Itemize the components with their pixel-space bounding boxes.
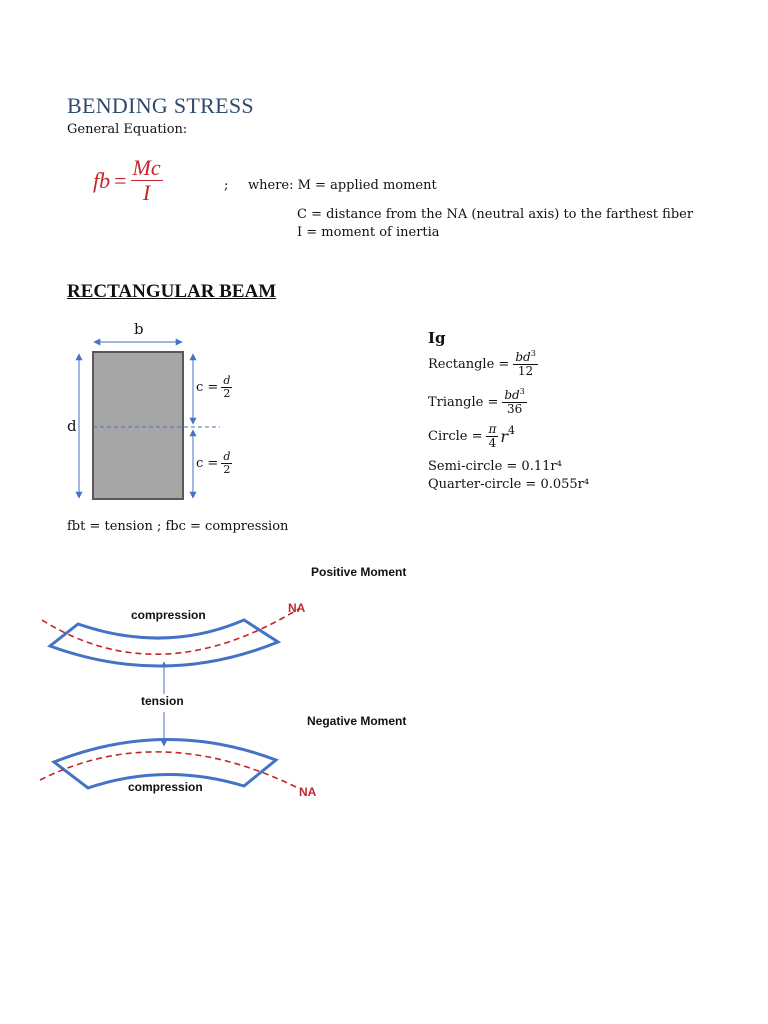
compression-top-label: compression: [131, 608, 206, 622]
b-label: b: [134, 320, 144, 338]
equation-lhs: fb: [93, 167, 111, 193]
negative-moment-title: Negative Moment: [307, 714, 407, 728]
rectangle-section-diagram: [60, 320, 240, 510]
c-bottom-label: c = $\frac{d}{2}$: [196, 450, 231, 477]
rectangle-cross-section: [93, 352, 183, 499]
equation-fraction: [131, 156, 163, 205]
positive-moment-beam: [50, 620, 278, 666]
ig-heading: Ig: [428, 329, 446, 347]
rectangular-beam-title: RECTANGULAR BEAM: [67, 281, 277, 302]
ig-triangle: Triangle = $\frac{bd^3}{36}$: [428, 387, 525, 417]
na-bottom-label: NA: [299, 785, 317, 799]
equation-equals: =: [114, 167, 127, 193]
i-definition: I = moment of inertia: [297, 225, 440, 240]
compression-bottom-label: compression: [128, 780, 203, 794]
tension-label: tension: [141, 694, 184, 708]
stress-note: fbt = tension ; fbc = compression: [67, 519, 289, 534]
d-label: d: [67, 417, 77, 435]
equation-numerator: Mc: [132, 155, 161, 180]
ig-rectangle: Rectangle = $\frac{bd^3}{12}$: [428, 349, 536, 379]
positive-moment-title: Positive Moment: [311, 565, 407, 579]
main-equation: [93, 156, 163, 205]
na-top-label: NA: [288, 601, 306, 615]
equation-denominator: I: [142, 180, 151, 206]
equation-separator: ;: [224, 178, 229, 193]
c-definition: C = distance from the NA (neutral axis) to the farthest fiber: [297, 207, 694, 222]
ig-quartercircle: Quarter-circle = 0.055r⁴: [428, 477, 590, 492]
ig-circle: Circle = $\frac{\pi}{4}$ r $^4$: [428, 422, 516, 451]
page-title: BENDING STRESS: [67, 93, 254, 118]
c-top-label: c = $\frac{d}{2}$: [196, 374, 231, 401]
ig-semicircle: Semi-circle = 0.11r⁴: [428, 459, 562, 474]
where-line: where: M = applied moment: [248, 178, 437, 193]
subtitle: General Equation:: [67, 122, 188, 137]
